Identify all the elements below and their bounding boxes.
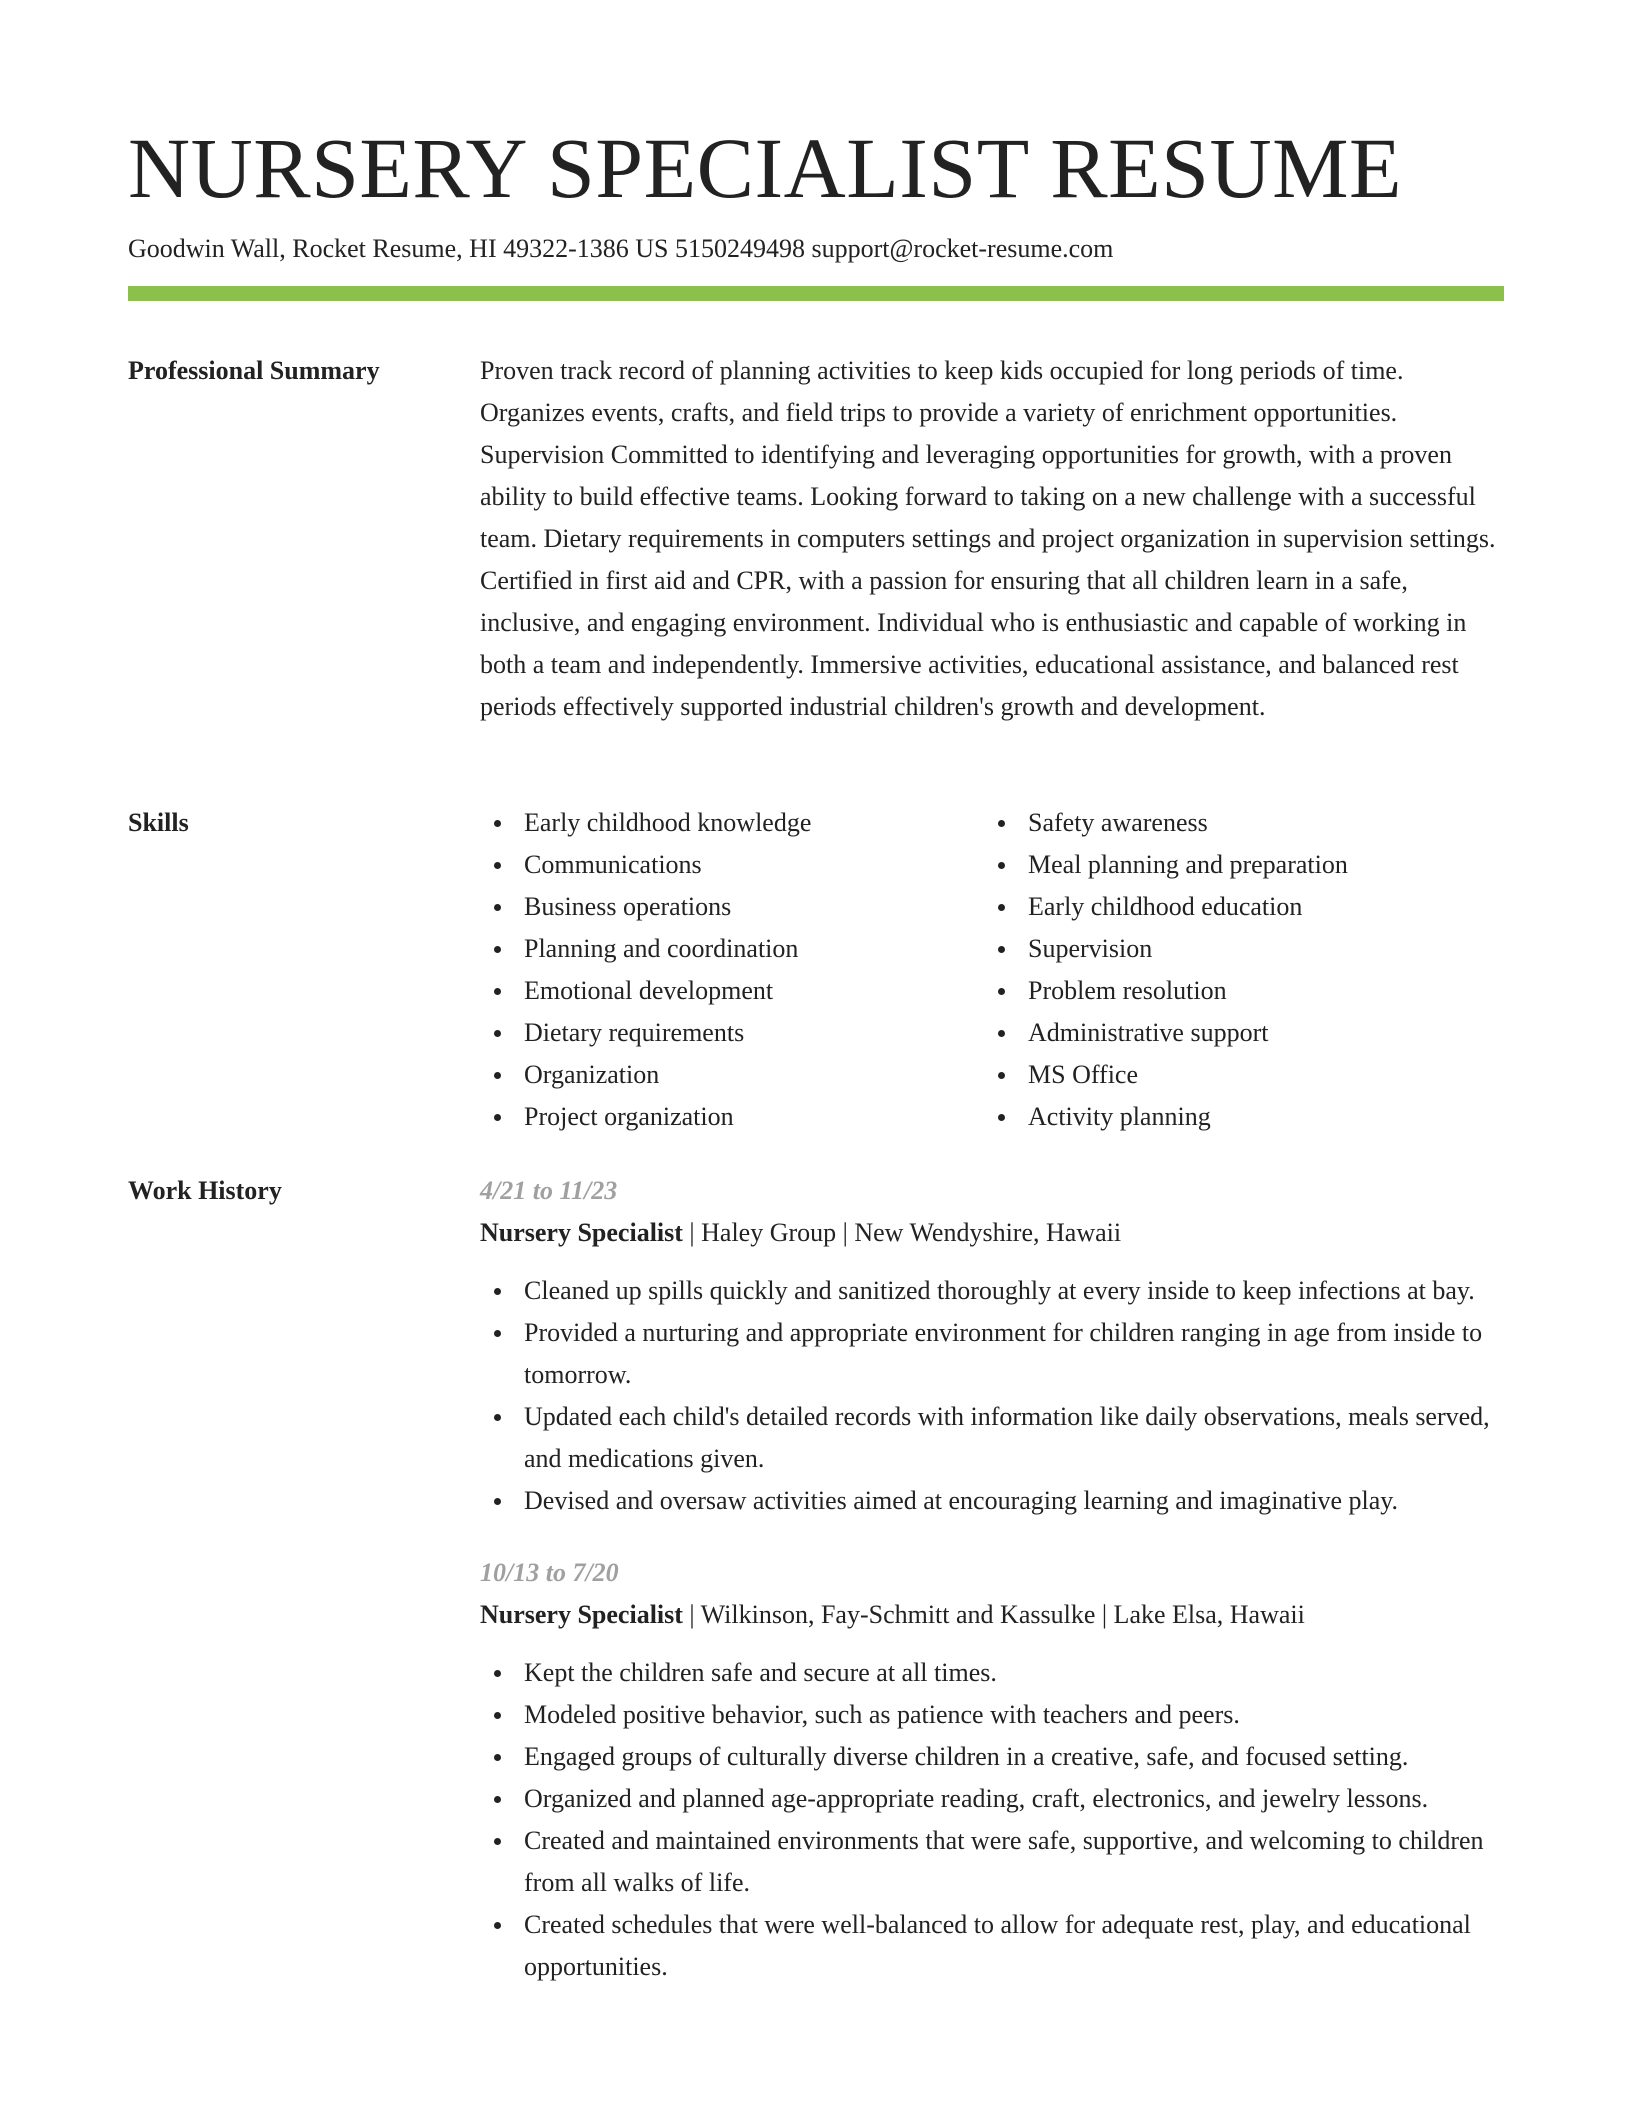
skill-item: Organization bbox=[480, 1054, 984, 1096]
skill-item: Meal planning and preparation bbox=[984, 844, 1488, 886]
resume-title: NURSERY SPECIALIST RESUME bbox=[128, 120, 1403, 216]
work-history-body bbox=[480, 1170, 1504, 2018]
job-entry bbox=[480, 1552, 1504, 1988]
job-heading bbox=[480, 1212, 1504, 1254]
skills-columns bbox=[480, 802, 1504, 1138]
job-bullets bbox=[480, 1652, 1504, 1988]
skills-list-left bbox=[480, 802, 984, 1138]
job-details: | Haley Group | New Wendyshire, Hawaii bbox=[682, 1218, 1122, 1247]
summary-label: Professional Summary bbox=[128, 356, 380, 385]
contact-line: Goodwin Wall, Rocket Resume, HI 49322-1386 US 5150249498 support@rocket-resume.com bbox=[128, 234, 1114, 263]
skills-label: Skills bbox=[128, 808, 189, 837]
skill-item: Planning and coordination bbox=[480, 928, 984, 970]
job-bullet: Created and maintained environments that were safe, supportive, and welcoming to children from all walks of life. bbox=[480, 1820, 1504, 1904]
skill-item: Supervision bbox=[984, 928, 1488, 970]
skill-item: Emotional development bbox=[480, 970, 984, 1012]
job-title: Nursery Specialist bbox=[480, 1600, 683, 1629]
skill-item: Project organization bbox=[480, 1096, 984, 1138]
job-bullet: Updated each child's detailed records with information like daily observations, meals served, and medications given. bbox=[480, 1396, 1504, 1480]
job-bullet: Organized and planned age-appropriate reading, craft, electronics, and jewelry lessons. bbox=[480, 1778, 1504, 1820]
job-bullet: Devised and oversaw activities aimed at encouraging learning and imaginative play. bbox=[480, 1480, 1504, 1522]
skill-item: Early childhood knowledge bbox=[480, 802, 984, 844]
job-entry bbox=[480, 1170, 1504, 1522]
skill-item: Administrative support bbox=[984, 1012, 1488, 1054]
skills-list-right bbox=[984, 802, 1488, 1138]
skill-item: MS Office bbox=[984, 1054, 1488, 1096]
job-bullet: Engaged groups of culturally diverse children in a creative, safe, and focused setting. bbox=[480, 1736, 1504, 1778]
job-dates: 10/13 to 7/20 bbox=[480, 1558, 619, 1587]
job-title: Nursery Specialist bbox=[480, 1218, 683, 1247]
skill-item: Dietary requirements bbox=[480, 1012, 984, 1054]
skills-body bbox=[480, 802, 1504, 1138]
work-history-label: Work History bbox=[128, 1176, 282, 1205]
skill-item: Safety awareness bbox=[984, 802, 1488, 844]
skill-item: Business operations bbox=[480, 886, 984, 928]
job-dates: 4/21 to 11/23 bbox=[480, 1176, 618, 1205]
job-heading bbox=[480, 1594, 1504, 1636]
header-divider bbox=[128, 286, 1504, 301]
job-details: | Wilkinson, Fay-Schmitt and Kassulke | Lake Elsa, Hawaii bbox=[682, 1600, 1305, 1629]
job-bullets bbox=[480, 1270, 1504, 1522]
skill-item: Problem resolution bbox=[984, 970, 1488, 1012]
summary-body bbox=[480, 350, 1504, 728]
skill-item: Early childhood education bbox=[984, 886, 1488, 928]
skill-item: Activity planning bbox=[984, 1096, 1488, 1138]
job-bullet: Modeled positive behavior, such as patience with teachers and peers. bbox=[480, 1694, 1504, 1736]
job-bullet: Provided a nurturing and appropriate environment for children ranging in age from inside to tomorrow. bbox=[480, 1312, 1504, 1396]
job-bullet: Kept the children safe and secure at all times. bbox=[480, 1652, 1504, 1694]
summary-text: Proven track record of planning activities to keep kids occupied for long periods of time. Organizes events, crafts, and field trips to provide a variety of enrichment opportunities. Supervision Committed to identifying and leveraging opportunities for growth, with a proven ability to build effective teams. Looking forward to taking on a new challenge with a successful team. Dietary requirements in computers settings and project organization in supervision settings. Certified in first aid and CPR, with a passion for ensuring that all children learn in a safe, inclusive, and engaging environment. Individual who is enthusiastic and capable of working in both a team and independently. Immersive activities, educational assistance, and balanced rest periods effectively supported industrial children's growth and development. bbox=[480, 356, 1496, 721]
job-bullet: Created schedules that were well-balanced to allow for adequate rest, play, and educational opportunities. bbox=[480, 1904, 1504, 1988]
skill-item: Communications bbox=[480, 844, 984, 886]
job-bullet: Cleaned up spills quickly and sanitized thoroughly at every inside to keep infections at bay. bbox=[480, 1270, 1504, 1312]
